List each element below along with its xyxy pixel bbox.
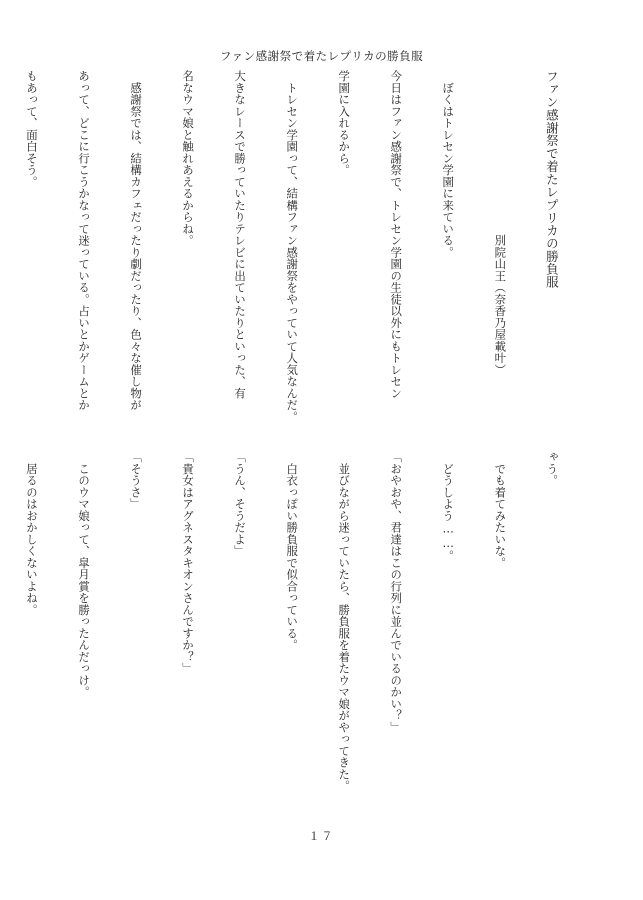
text-line: あって、どこに行こうかなって迷っている。占いとかゲームとか (77, 70, 92, 411)
text-line: 居るのはおかしくないよね。 (25, 451, 39, 616)
text-line: このウマ娘って、皐月賞を勝ったんだっけ。 (77, 451, 92, 698)
text-line: トレセン学園って、結構ファン感謝祭をやっていて人気なんだ。 (285, 70, 300, 423)
text-line: 白衣っぽい勝負服で似合っている。 (285, 451, 300, 651)
story-author: 別院山王（奈香乃屋載叶） (493, 70, 508, 376)
text-line: 今日はファン感謝祭で、トレセン学園の生徒以外にもトレセン (389, 70, 404, 399)
text-line: ゃう。 (545, 451, 560, 487)
text-line: 学園に入れるから。 (337, 70, 352, 176)
upper-text-block (25, 70, 595, 425)
text-line: ぼくはトレセン学園に来ている。 (441, 70, 456, 258)
text-line: 「おやおや、君達はこの行列に並んでいるのかい？」 (389, 451, 404, 733)
page-number: １７ (308, 830, 335, 843)
text-line: 「そうさ」 (129, 451, 144, 510)
text-line: どうしよう……。 (441, 451, 456, 562)
text-line: 大きなレースで勝っていたりテレビに出ていたりといった、有 (233, 70, 248, 399)
text-line: 名なウマ娘と触れあえるからね。 (181, 70, 196, 247)
text-line: 「うん、そうだよ」 (233, 451, 248, 557)
text-line: 並びながら迷っていたら、勝負服を着たウマ娘がやってきた。 (337, 451, 352, 792)
text-line: 「貴女はアグネスタキオンさんですか？」 (181, 451, 196, 675)
text-line: もあって、面白そう。 (25, 70, 39, 188)
text-line: 感謝祭では、結構カフェだったり劇だったり、色々な催し物が (129, 70, 144, 411)
lower-text-block (25, 451, 595, 821)
running-header: ファン感謝祭で着たレプリカの勝負服 (219, 49, 424, 63)
story-title: ファン感謝祭で着たレプリカの勝負服 (544, 70, 560, 289)
text-line: でも着てみたいな。 (493, 451, 508, 569)
